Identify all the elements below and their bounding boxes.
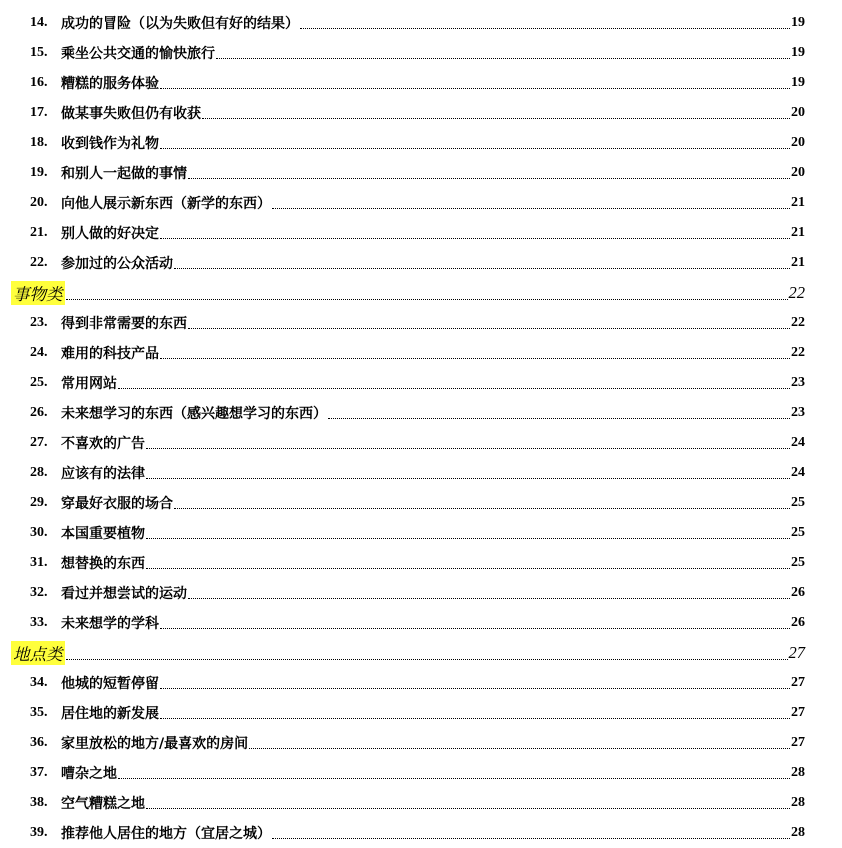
entry-number: 26.: [30, 405, 48, 420]
dot-leader: [118, 387, 790, 389]
entry-number: 24.: [30, 345, 48, 360]
toc-entry[interactable]: [0, 368, 842, 398]
entry-number: 22.: [30, 255, 48, 270]
entry-number: 25.: [30, 375, 48, 390]
dot-leader: [249, 747, 790, 749]
dot-leader: [216, 57, 790, 59]
page-number: 26: [791, 615, 805, 630]
page-number: 19: [791, 15, 805, 30]
entry-number: 28.: [30, 465, 48, 480]
toc-entry[interactable]: [0, 788, 842, 818]
entry-title: 别人做的好决定: [61, 226, 159, 242]
entry-number: 29.: [30, 495, 48, 510]
entry-title: 得到非常需要的东西: [61, 316, 187, 332]
entry-number: 18.: [30, 135, 48, 150]
entry-title: 和别人一起做的事情: [61, 166, 187, 182]
toc-entry[interactable]: [0, 98, 842, 128]
entry-number: 19.: [30, 165, 48, 180]
entry-number: 33.: [30, 615, 48, 630]
page-number: 20: [791, 105, 805, 120]
entry-title: 向他人展示新东西（新学的东西）: [61, 196, 271, 212]
toc-entry[interactable]: [0, 518, 842, 548]
dot-leader: [174, 267, 790, 269]
entry-title: 乘坐公共交通的愉快旅行: [61, 46, 215, 62]
toc-entry[interactable]: [0, 188, 842, 218]
toc-section-heading[interactable]: [0, 638, 842, 668]
toc-entry[interactable]: [0, 158, 842, 188]
dot-leader: [174, 507, 790, 509]
page-number: 23: [791, 405, 805, 420]
entry-title: 应该有的法律: [61, 466, 145, 482]
dot-leader: [188, 597, 790, 599]
page-number: 22: [791, 315, 805, 330]
toc-section-heading[interactable]: [0, 278, 842, 308]
entry-number: 20.: [30, 195, 48, 210]
entry-title: 不喜欢的广告: [61, 436, 145, 452]
page-number: 21: [791, 225, 805, 240]
page-number: 22: [791, 345, 805, 360]
entry-title: 常用网站: [61, 376, 117, 392]
table-of-contents: [0, 8, 842, 848]
toc-entry[interactable]: [0, 548, 842, 578]
page-number: 27: [788, 643, 805, 662]
dot-leader: [272, 207, 790, 209]
entry-number: 27.: [30, 435, 48, 450]
entry-number: 38.: [30, 795, 48, 810]
toc-entry[interactable]: [0, 248, 842, 278]
dot-leader: [146, 537, 790, 539]
entry-title: 本国重要植物: [61, 526, 145, 542]
entry-number: 36.: [30, 735, 48, 750]
entry-title: 看过并想尝试的运动: [61, 586, 187, 602]
dot-leader: [188, 327, 790, 329]
toc-entry[interactable]: [0, 68, 842, 98]
page-number: 27: [791, 735, 805, 750]
toc-entry[interactable]: [0, 758, 842, 788]
dot-leader: [202, 117, 790, 119]
page-number: 21: [791, 255, 805, 270]
toc-entry[interactable]: [0, 668, 842, 698]
page-number: 20: [791, 165, 805, 180]
dot-leader: [272, 837, 790, 839]
entry-title: 家里放松的地方/最喜欢的房间: [61, 736, 249, 752]
entry-number: 37.: [30, 765, 48, 780]
toc-entry[interactable]: [0, 458, 842, 488]
dot-leader: [328, 417, 790, 419]
dot-leader: [160, 237, 790, 239]
toc-entry[interactable]: [0, 398, 842, 428]
toc-entry[interactable]: [0, 218, 842, 248]
toc-entry[interactable]: [0, 608, 842, 638]
dot-leader: [146, 567, 790, 569]
entry-title: 难用的科技产品: [61, 346, 159, 362]
entry-title: 想替换的东西: [61, 556, 145, 572]
page-number: 28: [791, 765, 805, 780]
dot-leader: [160, 147, 790, 149]
entry-title: 嘈杂之地: [61, 766, 117, 782]
page-number: 20: [791, 135, 805, 150]
entry-number: 15.: [30, 45, 48, 60]
entry-title: 他城的短暂停留: [61, 676, 159, 692]
entry-number: 31.: [30, 555, 48, 570]
page-number: 19: [791, 45, 805, 60]
page-number: 27: [791, 705, 805, 720]
entry-number: 34.: [30, 675, 48, 690]
entry-title: 未来想学习的东西（感兴趣想学习的东西）: [61, 406, 327, 422]
page-number: 21: [791, 195, 805, 210]
toc-entry[interactable]: [0, 338, 842, 368]
entry-number: 21.: [30, 225, 48, 240]
dot-leader: [160, 357, 790, 359]
toc-entry[interactable]: [0, 728, 842, 758]
entry-title: 推荐他人居住的地方（宜居之城）: [61, 826, 271, 842]
page-number: 19: [791, 75, 805, 90]
dot-leader: [146, 447, 790, 449]
entry-number: 35.: [30, 705, 48, 720]
entry-number: 23.: [30, 315, 48, 330]
dot-leader: [188, 177, 790, 179]
entry-number: 30.: [30, 525, 48, 540]
dot-leader: [146, 807, 790, 809]
dot-leader: [66, 658, 788, 660]
page-number: 24: [791, 465, 805, 480]
toc-entry[interactable]: [0, 818, 842, 848]
dot-leader: [66, 298, 788, 300]
dot-leader: [146, 477, 790, 479]
toc-entry[interactable]: [0, 428, 842, 458]
dot-leader: [300, 27, 790, 29]
toc-entry[interactable]: [0, 488, 842, 518]
entry-title: 收到钱作为礼物: [61, 136, 159, 152]
entry-title: 成功的冒险（以为失败但有好的结果）: [61, 16, 299, 32]
entry-title: 做某事失败但仍有收获: [61, 106, 201, 122]
page-number: 25: [791, 525, 805, 540]
entry-title: 穿最好衣服的场合: [61, 496, 173, 512]
entry-title: 居住地的新发展: [61, 706, 159, 722]
entry-number: 16.: [30, 75, 48, 90]
toc-entry[interactable]: [0, 128, 842, 158]
entry-title: 参加过的公众活动: [61, 256, 173, 272]
entry-title: 糟糕的服务体验: [61, 76, 159, 92]
section-title: 地点类: [11, 641, 65, 665]
dot-leader: [160, 687, 790, 689]
dot-leader: [160, 717, 790, 719]
entry-number: 17.: [30, 105, 48, 120]
page-number: 28: [791, 795, 805, 810]
page-number: 25: [791, 495, 805, 510]
toc-entry[interactable]: [0, 698, 842, 728]
dot-leader: [118, 777, 790, 779]
entry-number: 32.: [30, 585, 48, 600]
dot-leader: [160, 627, 790, 629]
toc-entry[interactable]: [0, 8, 842, 38]
page-number: 28: [791, 825, 805, 840]
toc-entry[interactable]: [0, 578, 842, 608]
page-number: 27: [791, 675, 805, 690]
page-number: 25: [791, 555, 805, 570]
page-number: 24: [791, 435, 805, 450]
entry-title: 空气糟糕之地: [61, 796, 145, 812]
toc-entry[interactable]: [0, 38, 842, 68]
entry-number: 39.: [30, 825, 48, 840]
toc-entry[interactable]: [0, 308, 842, 338]
page-number: 22: [788, 283, 805, 302]
section-title: 事物类: [11, 281, 65, 305]
page-number: 26: [791, 585, 805, 600]
entry-number: 14.: [30, 15, 48, 30]
entry-title: 未来想学的学科: [61, 616, 159, 632]
page-number: 23: [791, 375, 805, 390]
dot-leader: [160, 87, 790, 89]
